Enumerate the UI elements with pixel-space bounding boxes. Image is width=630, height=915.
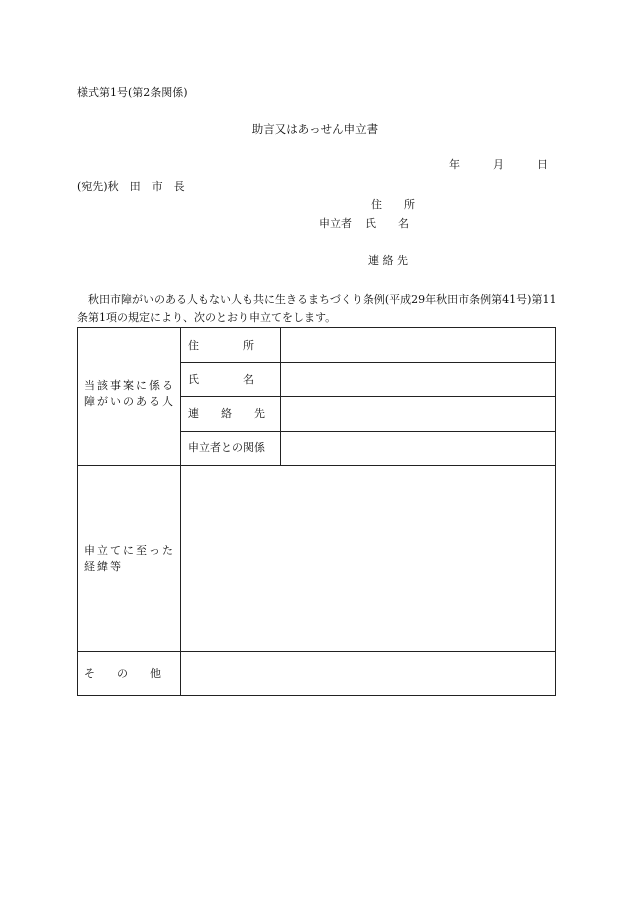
table-hline-4 <box>78 465 555 466</box>
date-day-label: 日 <box>537 158 548 171</box>
date-line <box>449 158 548 172</box>
addressee-prefix: (宛先) <box>77 180 108 193</box>
other-label: そ の 他 <box>84 667 161 680</box>
applicant-name-label: 氏 名 <box>365 217 409 230</box>
form-number: 様式第1号(第2条関係) <box>77 86 188 99</box>
table-name-label: 氏 名 <box>188 373 254 386</box>
addressee <box>77 180 185 194</box>
applicant-name-row <box>319 217 409 231</box>
applicant-label: 申立者 <box>319 217 352 230</box>
table-hline-5 <box>78 651 555 652</box>
application-table <box>77 327 556 696</box>
table-contact-label: 連 絡 先 <box>188 407 265 420</box>
date-year-label: 年 <box>449 158 460 171</box>
input-name[interactable] <box>282 363 554 396</box>
input-address[interactable] <box>282 329 554 362</box>
body-text: 秋田市障がいのある人もない人も共に生きるまちづくり条例(平成29年秋田市条例第41号)第11条第1項の規定により、次のとおり申立てをします。 <box>77 293 557 324</box>
input-circumstances[interactable] <box>182 467 554 650</box>
table-address-label: 住 所 <box>188 339 254 352</box>
input-contact[interactable] <box>282 397 554 431</box>
addressee-name: 秋 田 市 長 <box>107 180 185 193</box>
input-other[interactable] <box>182 653 554 694</box>
date-month-label: 月 <box>493 158 504 171</box>
document-title: 助言又はあっせん申立書 <box>251 122 379 136</box>
section2-label: 申立てに至った 経緯等 <box>84 544 175 573</box>
table-vline-left <box>180 328 181 695</box>
applicant-address-label: 住 所 <box>371 198 415 211</box>
table-relation-label: 申立者との関係 <box>188 441 265 454</box>
applicant-contact-label: 連 絡 先 <box>368 254 408 267</box>
input-relation[interactable] <box>282 432 554 465</box>
section1-label: 当該事案に係る 障がいのある人 <box>84 379 175 408</box>
